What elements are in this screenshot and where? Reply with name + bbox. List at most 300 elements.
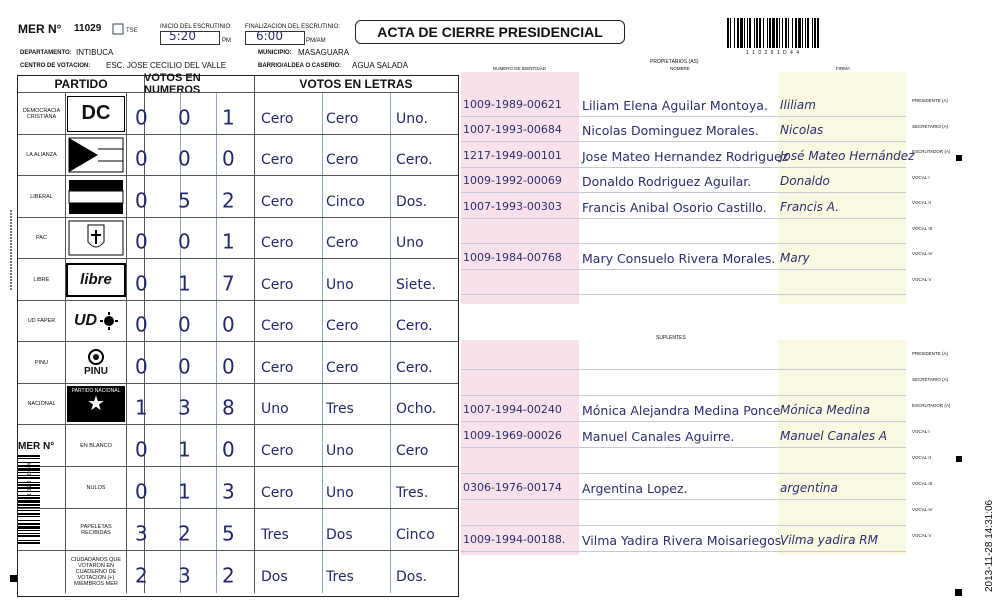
divider xyxy=(322,342,323,384)
member-name: Liliam Elena Aguilar Montoya. xyxy=(582,97,768,113)
divider xyxy=(216,135,217,177)
party-name: PINU xyxy=(18,342,66,384)
divider xyxy=(322,93,323,135)
divider xyxy=(216,259,217,301)
word-units: Cero. xyxy=(396,152,433,169)
member-role: VOCAL IV xyxy=(912,251,933,256)
digit-tens: 1 xyxy=(178,479,191,504)
inicio-unit: PM xyxy=(222,38,231,44)
final-time: 6:00 xyxy=(256,29,283,43)
word-units: Tres. xyxy=(396,484,429,501)
divider xyxy=(322,176,323,218)
total-name: CIUDADANOS QUE VOTARON EN CUADERNO DE VOTACION (+) MIEMBROS MER xyxy=(66,551,127,593)
total-row xyxy=(18,508,458,551)
word-hundreds: Cero xyxy=(261,152,294,169)
barcode-bar xyxy=(18,500,40,503)
divider xyxy=(390,509,391,551)
barcode-bar xyxy=(792,18,793,48)
header-letras: VOTOS EN LETRAS xyxy=(299,77,413,91)
member-signature: Donaldo xyxy=(780,174,830,188)
barcode-bar xyxy=(807,18,809,48)
party-logo xyxy=(66,218,127,260)
final-label: FINALIZACION DEL ESCRUTINIO: xyxy=(245,24,340,30)
word-tens: Cero xyxy=(326,152,359,169)
word-tens: Cero xyxy=(326,359,359,376)
member-role: VOCAL II xyxy=(912,200,931,205)
star-icon: ★ xyxy=(87,393,105,416)
signature-row-line xyxy=(461,525,906,526)
signature-row-line xyxy=(461,192,906,193)
digit-hundreds: 2 xyxy=(135,563,148,588)
member-signature: Ililiam xyxy=(780,97,816,112)
divider xyxy=(254,509,255,551)
digit-hundreds: 3 xyxy=(135,521,148,546)
party-logo xyxy=(66,93,127,135)
word-units: Uno. xyxy=(396,110,428,127)
signature-row-line xyxy=(461,421,906,422)
barcode-bar xyxy=(18,516,40,517)
divider xyxy=(322,259,323,301)
digit-tens: 0 xyxy=(178,354,191,379)
divider xyxy=(216,218,217,260)
divider xyxy=(322,218,323,260)
barcode-bar xyxy=(18,513,40,515)
party-name: LIBERAL xyxy=(18,176,66,218)
total-spacer xyxy=(18,551,66,593)
word-tens: Cero xyxy=(326,235,359,252)
side-barcode-number: 1 1 0 2 9 1 D 4 4 xyxy=(27,463,33,500)
digit-units: 0 xyxy=(222,437,235,462)
barcode-bar xyxy=(772,18,775,48)
party-logo xyxy=(66,342,127,384)
total-row xyxy=(18,424,458,467)
member-role: SECRETARIO (A) xyxy=(912,123,949,129)
member-id: 1009-1969-00026 xyxy=(463,429,562,442)
ud-logo-icon xyxy=(68,305,124,337)
top-barcode-number: 1 1 0 2 9 1 D 4 4 xyxy=(746,50,800,56)
divider xyxy=(322,425,323,467)
word-hundreds: Tres xyxy=(261,526,289,543)
divider xyxy=(322,384,323,426)
member-role: VOCAL IV xyxy=(912,507,933,512)
divider xyxy=(254,218,255,260)
signature-row-line xyxy=(461,141,906,142)
barcode-bar xyxy=(18,530,40,531)
alianza-flag-icon xyxy=(68,137,124,173)
barcode-bar xyxy=(814,18,816,48)
divider xyxy=(216,425,217,467)
party-name: UD FAPER xyxy=(18,301,66,343)
digit-hundreds: 0 xyxy=(135,437,148,462)
col-owners-label: PROPIETARIOS (AS) xyxy=(650,59,699,65)
divider xyxy=(254,551,255,593)
word-hundreds: Cero xyxy=(261,318,294,335)
barcode-bar xyxy=(754,18,755,48)
word-hundreds: Cero xyxy=(261,359,294,376)
member-name: Manuel Canales Aguirre. xyxy=(582,429,735,444)
divider xyxy=(254,301,255,343)
divider xyxy=(216,176,217,218)
barcode-bar xyxy=(740,18,743,48)
registration-mark xyxy=(10,575,17,582)
digit-tens: 1 xyxy=(178,437,191,462)
member-id: 1007-1994-00240 xyxy=(463,403,562,416)
barcode-bar xyxy=(18,458,40,459)
side-microtext xyxy=(8,210,14,290)
signature-row-line xyxy=(461,294,906,295)
signature-row-line xyxy=(461,499,906,500)
barrio-value: AGUA SALADA xyxy=(352,61,409,70)
mer-number: 11029 xyxy=(74,23,102,34)
member-name: Francis Anibal Osorio Castillo. xyxy=(582,199,767,215)
member-id: 1009-1992-00069 xyxy=(463,174,562,187)
divider xyxy=(322,135,323,177)
inicio-label: INICIO DEL ESCRUTINIO: xyxy=(160,24,232,30)
party-row xyxy=(18,134,458,177)
digit-units: 1 xyxy=(222,105,235,130)
total-name: EN BLANCO xyxy=(66,425,127,467)
registration-mark xyxy=(956,155,962,161)
divider xyxy=(390,467,391,509)
barcode-bar xyxy=(802,18,803,48)
barcode-bar xyxy=(795,18,797,48)
digit-tens: 5 xyxy=(178,188,191,213)
divider xyxy=(254,425,255,467)
digit-units: 3 xyxy=(222,479,235,504)
digit-units: 7 xyxy=(222,271,235,296)
col-name-label: NOMBRE xyxy=(670,66,690,71)
member-signature: Francis A. xyxy=(780,199,840,214)
member-name: Argentina Lopez. xyxy=(582,481,688,496)
divider xyxy=(390,425,391,467)
word-units: Cero xyxy=(396,442,429,459)
member-id: 0306-1976-00174 xyxy=(463,481,562,494)
member-role: VOCAL II xyxy=(912,455,931,460)
divider xyxy=(390,135,391,177)
barcode-bar xyxy=(18,507,40,508)
party-row xyxy=(18,217,458,260)
digit-units: 2 xyxy=(222,188,235,213)
divider xyxy=(390,301,391,343)
member-signature: Manuel Canales A xyxy=(780,429,888,443)
member-role: SECRETARIO (A) xyxy=(912,377,949,382)
digit-hundreds: 0 xyxy=(135,271,148,296)
barcode-bar xyxy=(759,18,761,48)
digit-hundreds: 1 xyxy=(135,395,148,420)
word-tens: Cinco xyxy=(326,193,365,210)
scan-timestamp: 2013-11-28 14:31:06 xyxy=(984,499,995,592)
barcode-bar xyxy=(812,18,813,48)
signature-row-line xyxy=(461,395,906,396)
total-name: NULOS xyxy=(66,467,127,509)
barcode-bar xyxy=(734,18,735,48)
barcode-bar xyxy=(805,18,806,48)
word-units: Ocho. xyxy=(396,401,437,418)
party-name: PAC xyxy=(18,218,66,260)
word-tens: Uno xyxy=(326,442,354,459)
member-role: VOCAL I xyxy=(912,429,930,434)
divider xyxy=(322,551,323,593)
party-row xyxy=(18,258,458,301)
divider xyxy=(216,301,217,343)
barcode-bar xyxy=(756,18,758,48)
member-name: Jose Mateo Hernandez Rodriguez xyxy=(582,148,789,164)
digit-tens: 1 xyxy=(178,271,191,296)
member-id: 1007-1993-00684 xyxy=(463,123,562,136)
member-name: Donaldo Rodriguez Aguilar. xyxy=(582,174,752,189)
member-name: Mónica Alejandra Medina Ponce xyxy=(582,403,781,418)
party-row xyxy=(18,92,458,135)
member-id: 1217-1949-00101 xyxy=(463,148,562,162)
digit-hundreds: 0 xyxy=(135,146,148,171)
divider xyxy=(254,342,255,384)
divider xyxy=(216,551,217,593)
party-name: DEMOCRACIA CRISTIANA xyxy=(18,93,66,135)
barcode-bar xyxy=(776,18,778,48)
barcode-bar xyxy=(763,18,764,48)
col-id-label: NUMERO DE IDENTIDAD xyxy=(493,66,547,71)
digit-hundreds: 0 xyxy=(135,479,148,504)
barcode-bar xyxy=(782,18,783,48)
word-units: Cinco xyxy=(396,526,435,543)
word-units: Cero. xyxy=(396,318,433,335)
member-role: VOCAL III xyxy=(912,225,933,231)
final-box xyxy=(245,31,305,45)
signature-row-line xyxy=(461,447,906,448)
digit-tens: 0 xyxy=(178,105,191,130)
word-tens: Uno xyxy=(326,276,354,293)
divider xyxy=(216,384,217,426)
divider xyxy=(390,384,391,426)
municipio-value: MASAGUARA xyxy=(298,48,350,57)
party-row xyxy=(18,383,458,426)
top-barcode xyxy=(727,18,819,48)
barcode-bar xyxy=(767,18,768,48)
barcode-bar xyxy=(817,18,819,48)
nacional-logo-icon xyxy=(67,386,125,422)
member-role: VOCAL V xyxy=(912,276,932,282)
header-partido: PARTIDO xyxy=(18,76,145,92)
divider xyxy=(254,467,255,509)
barcode-bar xyxy=(744,18,745,48)
word-hundreds: Cero xyxy=(261,484,294,501)
municipio-label: MUNICIPIO: xyxy=(258,50,292,56)
divider xyxy=(322,467,323,509)
member-name: Mary Consuelo Rivera Morales. xyxy=(582,250,776,266)
pac-shield-icon xyxy=(68,220,124,256)
total-row xyxy=(18,550,458,593)
col-firma-label: FIRMA xyxy=(836,66,850,71)
ud-logo-text: UD xyxy=(73,312,98,330)
digit-units: 0 xyxy=(222,312,235,337)
member-signature: Mónica Medina xyxy=(780,403,871,417)
divider xyxy=(216,467,217,509)
svg-text:TSE: TSE xyxy=(126,28,138,34)
member-role: VOCAL V xyxy=(912,533,932,538)
pinu-logo-text: PINU xyxy=(84,366,108,378)
word-hundreds: Cero xyxy=(261,442,294,459)
member-name: Nicolas Dominguez Morales. xyxy=(582,123,759,138)
digit-tens: 2 xyxy=(178,521,191,546)
member-id: 1009-1994-00188. xyxy=(463,533,566,546)
barcode-bar xyxy=(769,18,771,48)
word-tens: Tres xyxy=(326,401,354,418)
member-signature: Mary xyxy=(780,250,810,265)
party-name: LA ALIANZA xyxy=(18,135,66,177)
word-tens: Cero xyxy=(326,110,359,127)
final-unit: PM/AM xyxy=(306,38,326,44)
party-row xyxy=(18,300,458,343)
inicio-time: 5:20 xyxy=(169,29,196,43)
barcode-bar xyxy=(18,523,40,525)
header-numeros: VOTOS EN NUMEROS xyxy=(144,76,255,92)
barrio-label: BARRIO/ALDEA O CASERIO: xyxy=(258,63,342,69)
word-hundreds: Cero xyxy=(261,276,294,293)
divider xyxy=(254,93,255,135)
barcode-bar xyxy=(785,18,787,48)
centro-label: CENTRO DE VOTACION: xyxy=(20,63,91,69)
party-row xyxy=(18,175,458,218)
barcode-bar xyxy=(779,18,780,48)
departamento-value: INTIBUCA xyxy=(76,48,114,57)
digit-hundreds: 0 xyxy=(135,188,148,213)
signature-row-line xyxy=(461,167,906,168)
member-signature: José Mateo Hernández xyxy=(780,148,915,163)
divider xyxy=(390,259,391,301)
digit-units: 2 xyxy=(222,563,235,588)
word-hundreds: Cero xyxy=(261,193,294,210)
signature-row-line xyxy=(461,369,906,370)
dc-logo-icon: DC xyxy=(67,96,125,132)
word-hundreds: Cero xyxy=(261,110,294,127)
divider xyxy=(216,509,217,551)
signature-row-line xyxy=(461,218,906,219)
digit-units: 0 xyxy=(222,354,235,379)
member-signature: Vilma yadira RM xyxy=(780,533,878,547)
digit-hundreds: 0 xyxy=(135,229,148,254)
word-units: Siete. xyxy=(396,276,436,293)
word-hundreds: Dos xyxy=(261,568,288,585)
digit-tens: 0 xyxy=(178,312,191,337)
nacional-logo-text: PARTIDO NACIONAL xyxy=(71,388,121,395)
total-name: PAPELETAS RECIBIDAS xyxy=(66,509,127,551)
liberal-flag-icon xyxy=(68,179,124,215)
member-name: Vilma Yadira Rivera Moisariegos. xyxy=(582,533,786,548)
barcode-bar xyxy=(747,18,748,48)
tse-logo xyxy=(112,22,150,36)
party-name: NACIONAL xyxy=(18,384,66,426)
word-tens: Tres xyxy=(326,568,354,585)
barcode-bar xyxy=(737,18,739,48)
registration-mark xyxy=(956,456,962,462)
libre-logo-icon: libre xyxy=(66,263,126,297)
word-hundreds: Uno xyxy=(261,401,289,418)
divider xyxy=(254,176,255,218)
divider xyxy=(390,218,391,260)
party-logo xyxy=(66,301,127,343)
party-logo xyxy=(66,384,127,426)
barcode-bar xyxy=(727,18,729,48)
barcode-bar xyxy=(18,510,40,511)
word-hundreds: Cero xyxy=(261,235,294,252)
registration-mark xyxy=(955,589,962,596)
digit-tens: 0 xyxy=(178,146,191,171)
divider xyxy=(390,342,391,384)
party-row xyxy=(18,341,458,384)
divider xyxy=(254,384,255,426)
member-role: VOCAL III xyxy=(912,481,933,486)
digit-units: 0 xyxy=(222,146,235,171)
side-mer-label: MER N° xyxy=(18,441,55,452)
pinu-logo-icon xyxy=(68,346,124,380)
digit-units: 1 xyxy=(222,229,235,254)
member-id: 1009-1989-00621 xyxy=(463,97,562,111)
barcode-bar xyxy=(18,455,40,457)
mer-label: MER N° xyxy=(18,22,62,36)
divider xyxy=(254,135,255,177)
signature-row-line xyxy=(461,243,906,244)
word-units: Cero. xyxy=(396,359,433,376)
barcode-bar xyxy=(18,526,40,529)
digit-hundreds: 0 xyxy=(135,312,148,337)
member-role: ESCRUTADOR (A) xyxy=(912,403,951,408)
total-row xyxy=(18,466,458,509)
member-id: 1009-1984-00768 xyxy=(463,250,562,264)
member-id: 1007-1993-00303 xyxy=(463,199,562,213)
divider xyxy=(390,176,391,218)
member-role: VOCAL I xyxy=(912,174,930,180)
signature-row-line xyxy=(461,269,906,270)
member-signature: argentina xyxy=(780,481,838,495)
barcode-bar xyxy=(18,540,40,541)
divider xyxy=(322,509,323,551)
digit-tens: 3 xyxy=(178,395,191,420)
suplentes-label: SUPLENTES xyxy=(656,335,686,341)
word-tens: Dos xyxy=(326,526,353,543)
divider xyxy=(390,93,391,135)
document-title: ACTA DE CIERRE PRESIDENCIAL xyxy=(355,20,625,44)
inicio-box xyxy=(160,31,220,45)
barcode-bar xyxy=(788,18,789,48)
member-role: ESCRUTADOR (A) xyxy=(912,149,951,154)
divider xyxy=(390,551,391,593)
barcode-bar xyxy=(18,533,40,534)
signature-row-line xyxy=(461,116,906,117)
divider xyxy=(322,301,323,343)
votes-table xyxy=(17,72,459,597)
party-name: LIBRE xyxy=(18,259,66,301)
centro-value: ESC. JOSE CECILIO DEL VALLE xyxy=(106,61,227,70)
word-units: Dos. xyxy=(396,193,428,210)
word-tens: Uno xyxy=(326,484,354,501)
party-logo xyxy=(66,259,127,301)
side-barcode xyxy=(18,455,58,545)
barcode-bar xyxy=(18,520,40,521)
barcode-bar xyxy=(798,18,801,48)
barcode-bar xyxy=(18,535,40,537)
barcode-bar xyxy=(749,18,751,48)
divider xyxy=(216,93,217,135)
departamento-label: DEPARTAMENTO: xyxy=(20,50,72,56)
digit-hundreds: 0 xyxy=(135,354,148,379)
party-logo xyxy=(66,135,127,177)
member-role: PRESIDENTE (A) xyxy=(912,351,949,356)
barcode-bar xyxy=(18,542,40,544)
barcode-bar xyxy=(18,504,40,506)
digit-units: 5 xyxy=(222,521,235,546)
member-signature: Nicolas xyxy=(780,123,824,137)
member-role: PRESIDENTE (A) xyxy=(912,98,949,103)
